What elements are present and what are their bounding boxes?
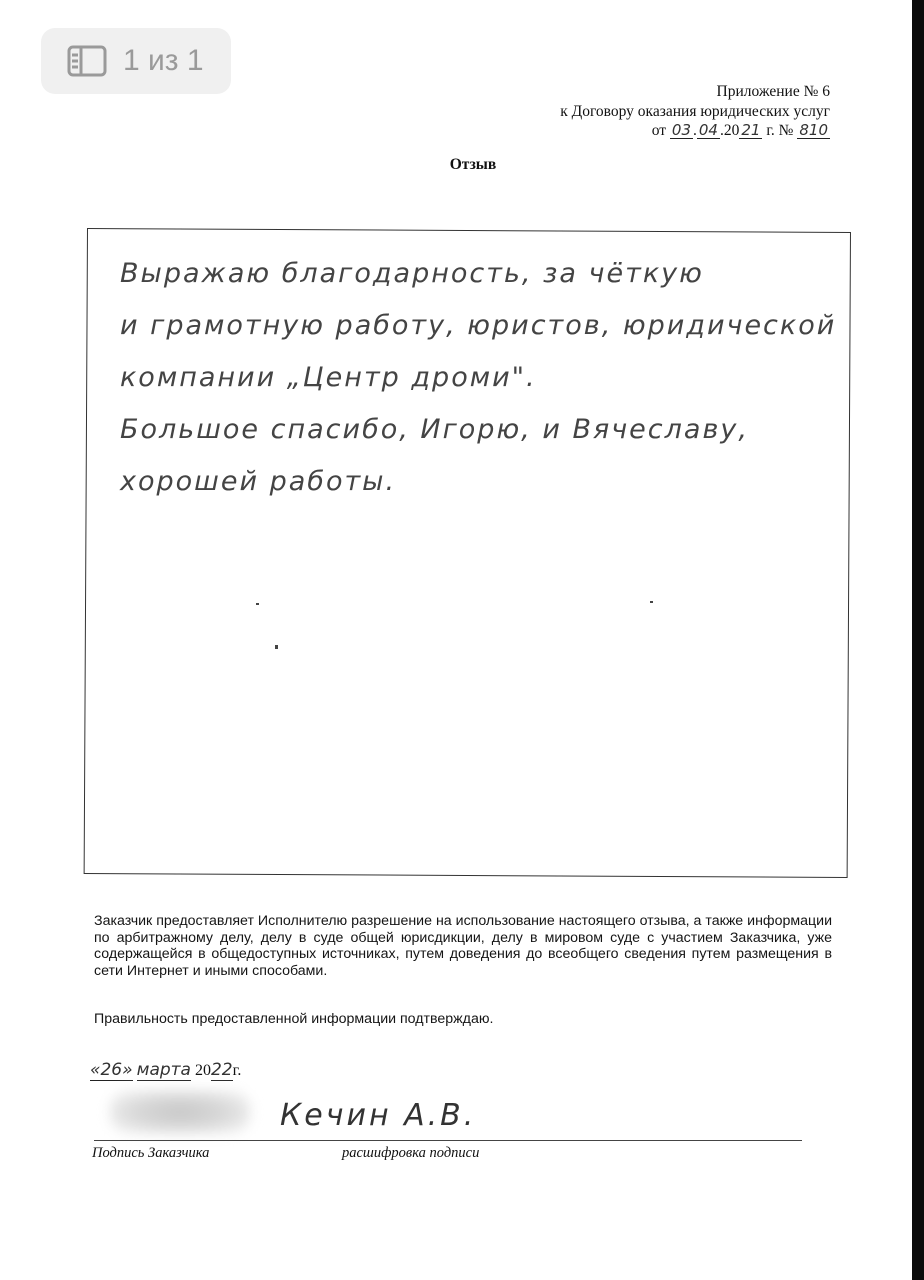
ink-speck bbox=[256, 603, 259, 605]
annex-month: 04 bbox=[698, 121, 718, 139]
review-line: компании „Центр дроми". bbox=[120, 362, 537, 393]
review-line: хорошей работы. bbox=[120, 466, 397, 497]
annex-year: 21 bbox=[741, 121, 761, 139]
annex-number: Приложение № 6 bbox=[716, 83, 830, 100]
review-line: и грамотную работу, юристов, юридической bbox=[120, 310, 837, 341]
blurred-signature bbox=[110, 1090, 250, 1134]
annex-contract: к Договору оказания юридических услуг bbox=[560, 102, 830, 120]
document-title: Отзыв bbox=[449, 156, 497, 173]
review-line: Большое спасибо, Игорю, и Вячеславу, bbox=[120, 414, 749, 445]
ink-speck bbox=[650, 601, 653, 603]
screen-edge bbox=[912, 0, 924, 1280]
annex-date-line: от 03 . 04 .20 21 г. № 810 bbox=[651, 121, 828, 139]
confirmation-text: Правильность предоставленной информации подтверждаю. bbox=[94, 1011, 494, 1027]
signature-date: «26» марта 2022г. bbox=[90, 1060, 242, 1080]
signature-line bbox=[94, 1140, 802, 1141]
handwritten-name: Кечин А.В. bbox=[280, 1098, 477, 1133]
page-indicator-label: 1 из 1 bbox=[123, 44, 204, 77]
signature-year: 22 bbox=[210, 1060, 233, 1080]
annex-day: 03 bbox=[671, 121, 692, 139]
consent-paragraph: Заказчик предоставляет Исполнителю разрешение на использование настоящего отзыва, а также информации по арбитражному делу, делу в суде общей юрисдикции, делу в мировом суде с участием Заказчика, уже содержащейся в общедоступных источниках, путем доведения до всеобщего сведения путем размещения в сети Интернет и иными способами. bbox=[94, 913, 832, 979]
review-handwritten-text bbox=[120, 248, 880, 508]
page-indicator-button[interactable] bbox=[41, 28, 231, 94]
page-list-icon bbox=[67, 45, 107, 77]
ink-speck bbox=[275, 645, 278, 649]
signature-day: «26» bbox=[90, 1060, 133, 1080]
signature-caption: Подпись Заказчика bbox=[92, 1145, 210, 1161]
decode-caption: расшифровка подписи bbox=[342, 1145, 480, 1161]
annex-header bbox=[560, 82, 830, 141]
review-line: Выражаю благодарность, за чёткую bbox=[120, 258, 704, 289]
annex-contract-number: 810 bbox=[799, 121, 828, 139]
signature-month: марта bbox=[136, 1060, 191, 1080]
